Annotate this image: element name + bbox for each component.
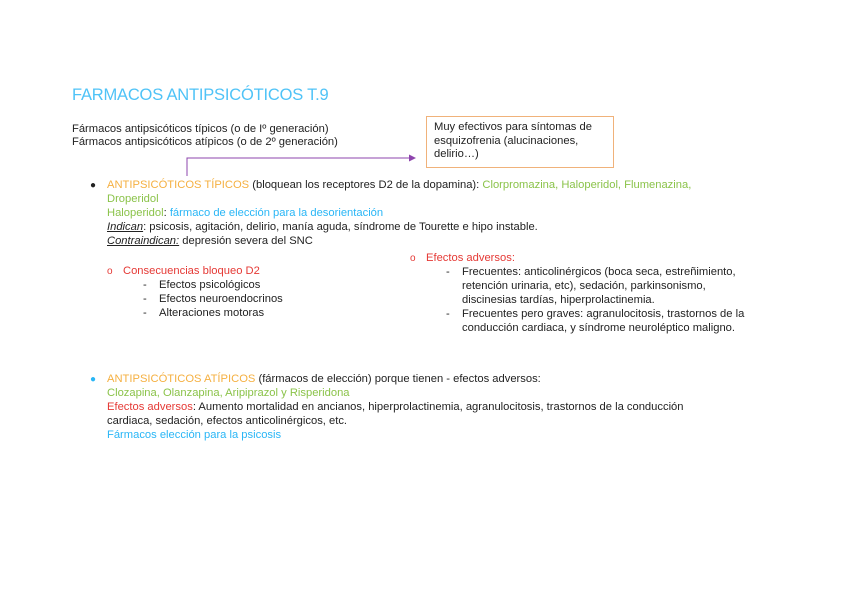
atipicos-drugs: Clozapina, Olanzapina, Aripiprazol y Risperidona [107,387,350,399]
tipicos-heading-line [107,179,691,193]
atipicos-heading-desc: (fármacos de elección) porque tienen - efectos adversos: [255,373,541,385]
contraindican-line [107,235,313,249]
adversos-item2-line: Frecuentes pero graves: agranulocitosis, trastornos de la [462,308,745,320]
dash-bullet-icon: - [143,307,147,319]
box-line: Muy efectivos para síntomas de [434,121,592,133]
dash-bullet-icon: - [446,308,450,320]
tipicos-drugs: Clorpromazina, Haloperidol, Flumenazina, [482,179,692,191]
contraindican-label: Contraindican: [107,235,180,247]
tipicos-heading-desc: (bloquean los receptores D2 de la dopamina): [249,179,483,191]
atipicos-heading-line [107,373,541,387]
page-title: FARMACOS ANTIPSICÓTICOS T.9 [72,86,329,104]
haloperidol-line [107,207,383,221]
atipicos-eleccion: Fármacos elección para la psicosis [107,429,282,441]
box-line: delirio…) [434,148,479,161]
circle-bullet-icon: o [410,253,416,264]
haloperidol-text: fármaco de elección para la desorientación [169,207,384,219]
adversos-item1-line: discinesias tardías, hiperprolactinemia. [462,294,655,306]
adversos-item2-line: conducción cardiaca, y síndrome neuroléptico maligno. [462,322,736,334]
list-item: Alteraciones motoras [159,307,265,319]
circle-bullet-icon: o [107,266,113,277]
adversos-heading: Efectos adversos: [426,252,515,264]
tipicos-drugs-cont: Droperidol [107,193,159,205]
atipicos-adversos-label: Efectos adversos [107,401,193,413]
adversos-item1-line: Frecuentes: anticolinérgicos (boca seca, estreñimiento, [462,266,736,278]
adversos-item1-line: retención urinaria, etc), sedación, parkinsonismo, [462,280,706,292]
dash-bullet-icon: - [446,266,450,278]
atipicos-adversos-cont: cardiaca, sedación, efectos anticolinérgicos, etc. [107,415,348,427]
dash-bullet-icon: - [143,293,147,305]
box-line: esquizofrenia (alucinaciones, [434,134,579,147]
haloperidol-label: Haloperidol [107,207,164,219]
intro-line-atypical: Fármacos antipsicóticos atípicos (o de 2º generación) [72,136,338,148]
haloperidol-colon: : [163,207,170,219]
dash-bullet-icon: - [143,279,147,291]
atipicos-adversos-line [107,401,684,415]
indican-text: : psicosis, agitación, delirio, manía aguda, síndrome de Tourette e hipo instable. [143,221,538,233]
atipicos-heading: ANTIPSICÓTICOS ATÍPICOS [107,373,256,385]
intro-line-typical: Fármacos antipsicóticos típicos (o de Iº generación) [72,123,329,135]
consecuencias-heading: Consecuencias bloqueo D2 [123,265,260,277]
bullet-icon: ● [90,374,97,385]
tipicos-heading: ANTIPSICÓTICOS TÍPICOS [107,179,250,191]
indican-label: Indican [107,221,144,233]
bullet-icon: ● [90,180,97,191]
atipicos-adversos-text: : Aumento mortalidad en ancianos, hiperprolactinemia, agranulocitosis, trastornos de la conducción [192,401,684,413]
list-item: Efectos psicológicos [159,279,261,291]
contraindican-text: depresión severa del SNC [179,235,313,247]
list-item: Efectos neuroendocrinos [159,293,283,305]
indican-line [107,221,538,235]
